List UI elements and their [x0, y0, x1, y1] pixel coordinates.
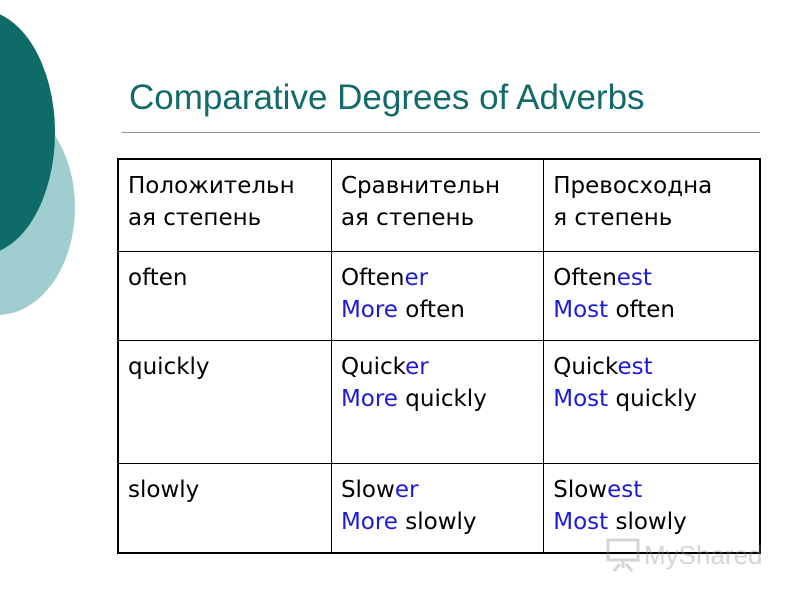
positive-cell [118, 340, 331, 463]
slide-title: Comparative Degrees of Adverbs [129, 78, 645, 117]
table-row [118, 340, 760, 463]
analytic-form [553, 506, 750, 538]
word-base: Slow [340, 476, 395, 503]
comparative-cell [331, 340, 543, 463]
suffix: er [404, 264, 429, 291]
synthetic-form [553, 351, 750, 383]
positive-form: slowly [128, 476, 200, 503]
header-positive-line-2: ая степень [128, 205, 262, 231]
degree-word: More [340, 508, 398, 535]
table-header-row [118, 159, 760, 251]
suffix: er [394, 476, 419, 503]
word-base: often [608, 296, 675, 323]
suffix: er [405, 353, 429, 380]
header-superlative-line-2: я степень [553, 205, 673, 231]
synthetic-form [553, 474, 750, 506]
title-divider [122, 132, 760, 133]
synthetic-form [553, 262, 750, 294]
word-base: often [397, 296, 465, 323]
word-base: slowly [608, 508, 687, 535]
header-comparative-line-1: Сравнительн [340, 173, 501, 199]
header-comparative [331, 159, 543, 251]
superlative-cell [544, 340, 760, 463]
suffix: est [616, 264, 652, 291]
analytic-form [341, 506, 534, 538]
word-base: Quick [553, 353, 618, 380]
word-base: Often [553, 264, 617, 291]
suffix: est [617, 353, 653, 380]
watermark [606, 537, 763, 573]
header-positive-line-1: Положительн [128, 173, 295, 199]
degree-word: Most [553, 508, 609, 535]
degree-word: Most [553, 296, 609, 323]
positive-form: quickly [128, 353, 210, 380]
header-superlative [544, 159, 760, 251]
word-base: Slow [553, 476, 608, 503]
header-comparative-line-2: ая степень [340, 205, 475, 231]
header-superlative-line-1: Превосходна [553, 173, 713, 199]
word-base: quickly [397, 385, 487, 412]
adverb-degrees-table [117, 158, 761, 554]
degree-word: Most [553, 385, 609, 412]
synthetic-form [341, 262, 534, 294]
word-base: Quick [340, 353, 406, 380]
analytic-form [341, 383, 534, 415]
word-base: slowly [397, 508, 477, 535]
analytic-form [553, 383, 750, 415]
comparative-cell [331, 251, 543, 340]
positive-cell [118, 463, 331, 553]
watermark-text: MyShared [644, 539, 763, 570]
superlative-cell [544, 251, 760, 340]
suffix: est [607, 476, 643, 503]
word-base: quickly [608, 385, 698, 412]
synthetic-form [341, 351, 534, 383]
presentation-board-icon [606, 537, 640, 573]
comparative-cell [331, 463, 543, 553]
word-base: Often [340, 264, 405, 291]
positive-form: often [128, 264, 188, 291]
analytic-form [341, 294, 534, 326]
synthetic-form [341, 474, 534, 506]
table-row [118, 251, 760, 340]
header-positive [118, 159, 331, 251]
positive-cell [118, 251, 331, 340]
degree-word: More [340, 385, 398, 412]
degree-word: More [340, 296, 398, 323]
analytic-form [553, 294, 750, 326]
